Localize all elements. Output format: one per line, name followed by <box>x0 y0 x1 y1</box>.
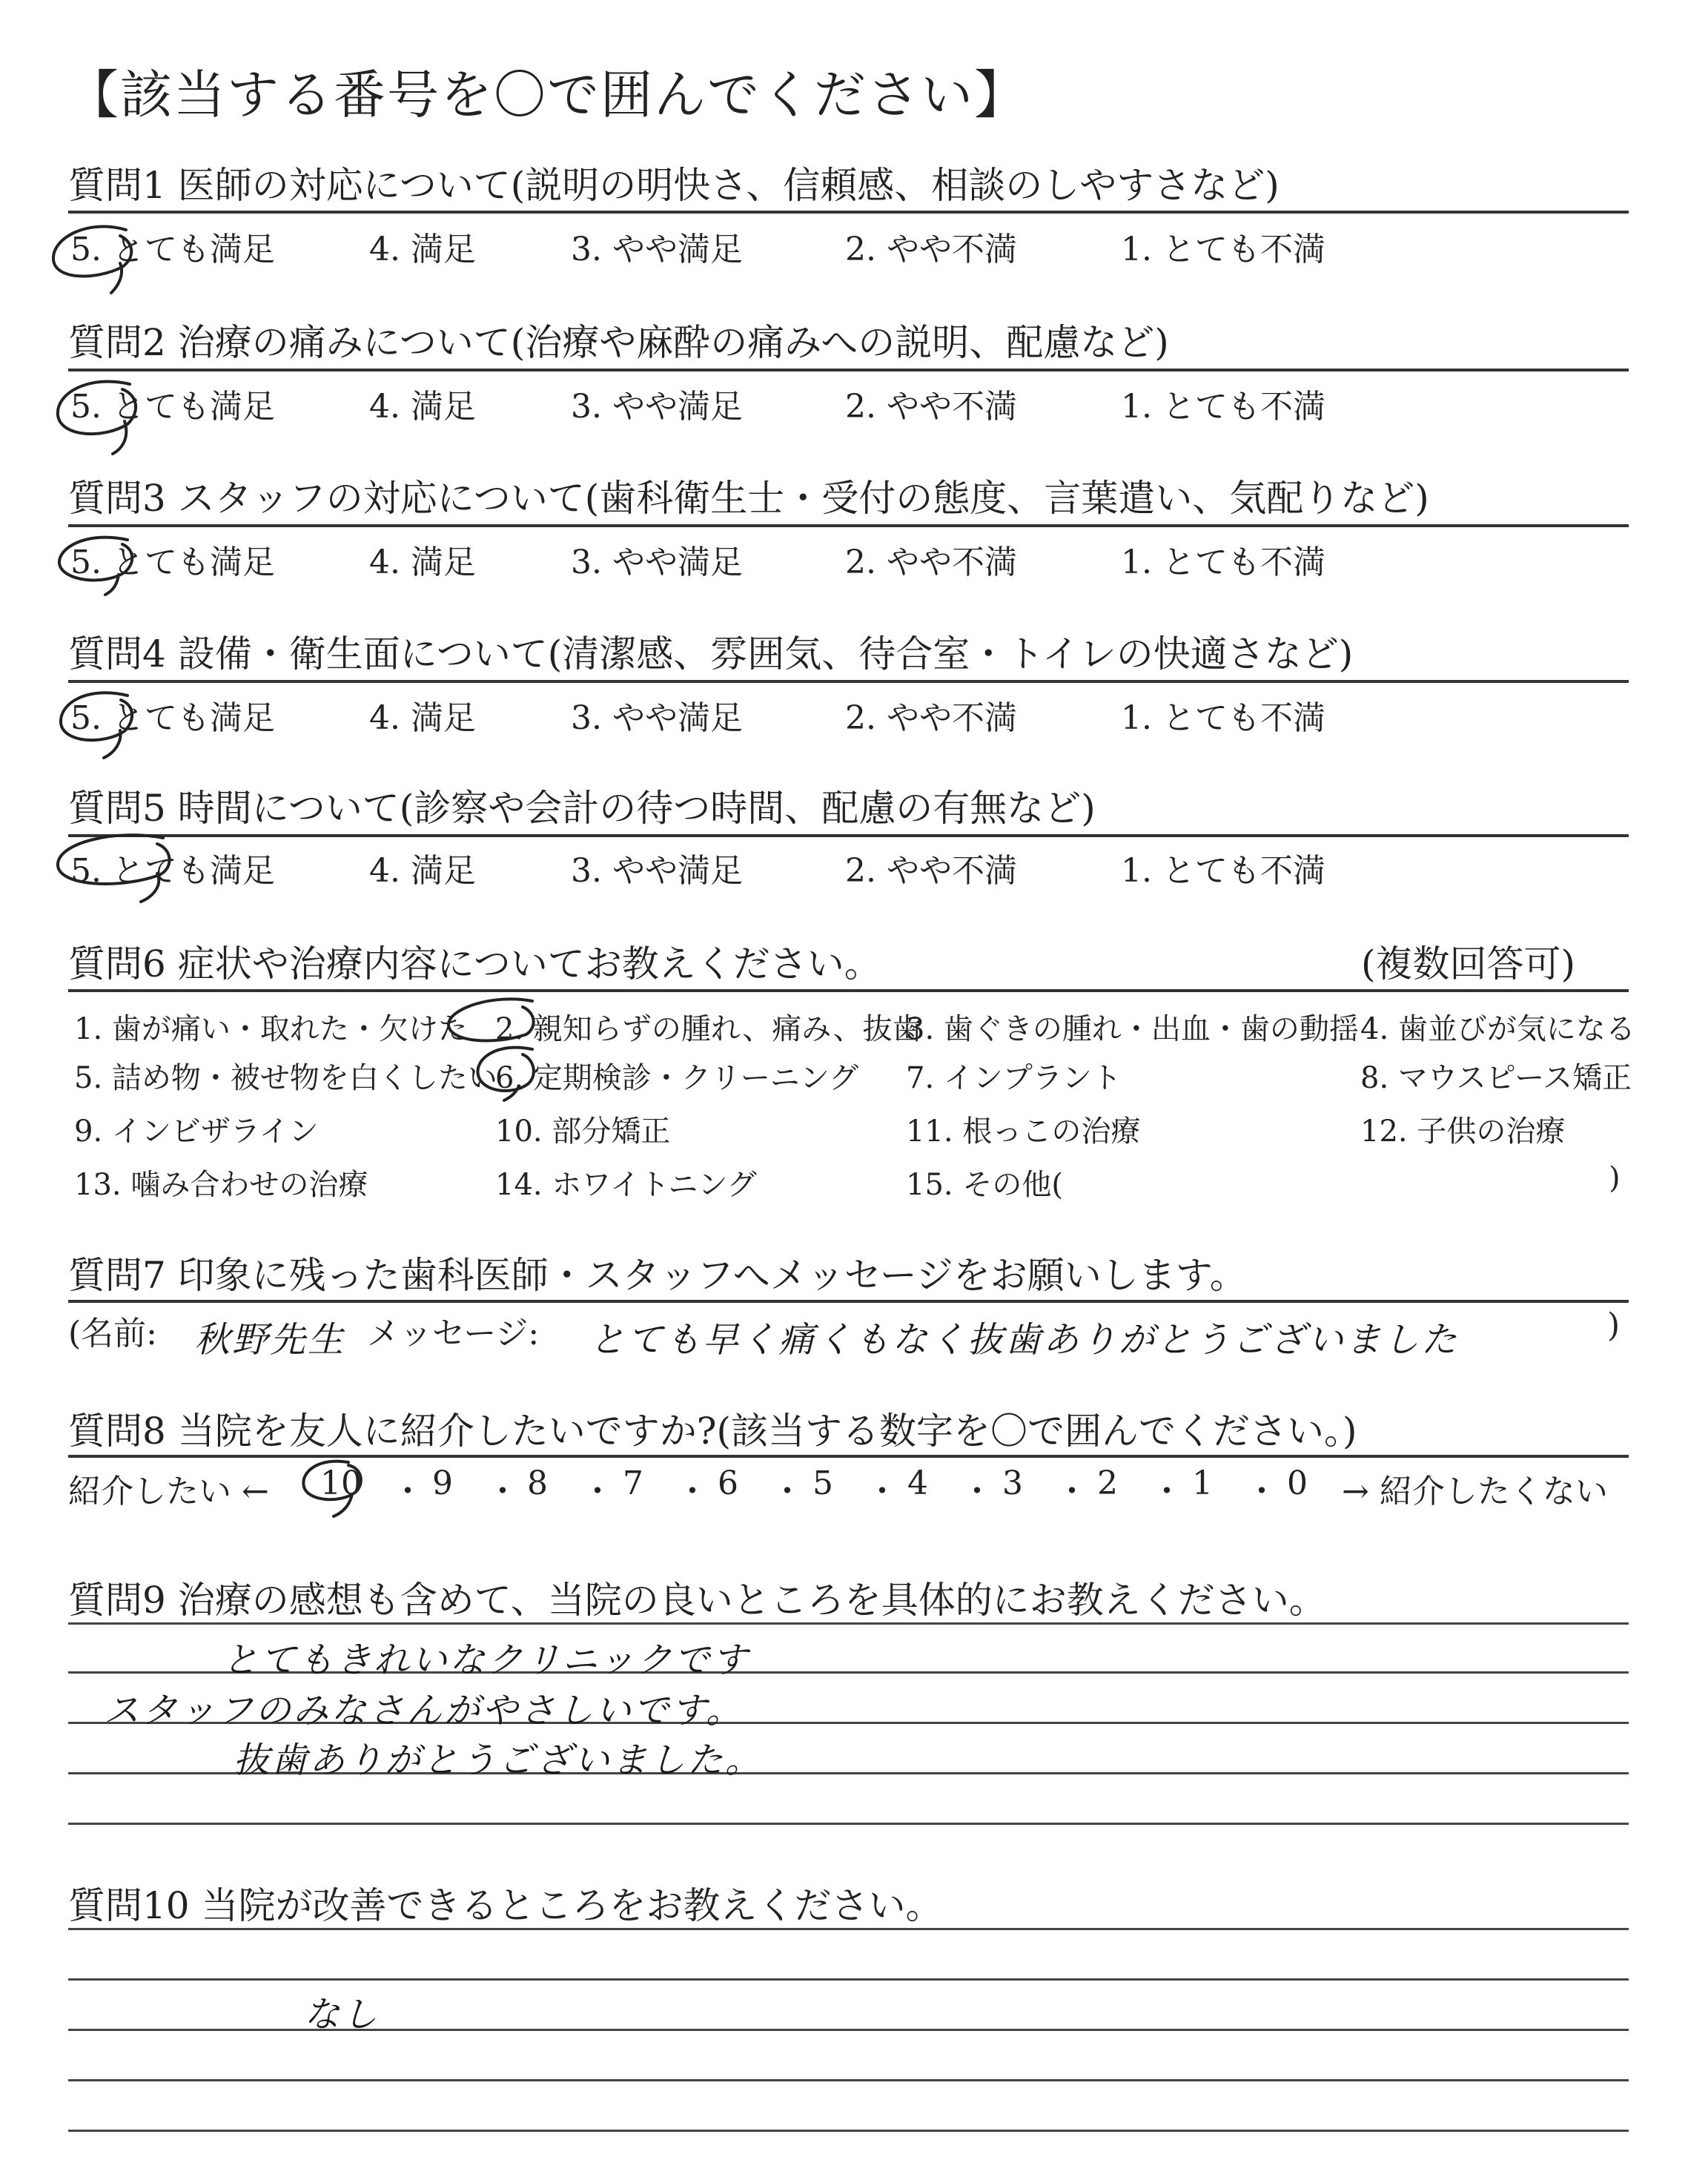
q4-option-5[interactable]: 5. とても満足 <box>70 699 275 737</box>
q5-option-2[interactable]: 2. やや不満 <box>845 852 1017 890</box>
q10-title: 質問10 当院が改善できるところをお教えください。 <box>68 1884 943 1927</box>
q1-option-3[interactable]: 3. やや満足 <box>571 231 743 268</box>
q6-option-2[interactable]: 2. 親知らずの腫れ、痛み、抜歯 <box>495 1012 922 1046</box>
q2-title: 質問2 治療の痛みについて(治療や麻酔の痛みへの説明、配慮など) <box>68 321 1169 364</box>
q8-dot: ・ <box>1245 1473 1278 1510</box>
q6-option-4[interactable]: 4. 歯並びが気になる <box>1360 1012 1635 1046</box>
q4-option-3[interactable]: 3. やや満足 <box>571 699 743 737</box>
q6-option-9[interactable]: 9. インビザライン <box>74 1114 319 1149</box>
q7-rule <box>68 1300 1629 1303</box>
q9-line <box>68 1622 1629 1625</box>
q3-title: 質問3 スタッフの対応について(歯科衛生士・受付の態度、言葉遣い、気配りなど) <box>68 477 1429 520</box>
q3-option-5[interactable]: 5. とても満足 <box>70 544 275 581</box>
q7-message-label: メッセージ: <box>367 1315 540 1353</box>
q6-option-7[interactable]: 7. インプラント <box>906 1061 1122 1095</box>
q8-left-label: 紹介したい ← <box>68 1473 269 1510</box>
q8-right-label: → 紹介したくない <box>1342 1473 1608 1510</box>
q8-score-7[interactable]: 7 <box>623 1464 643 1502</box>
q1-option-2[interactable]: 2. やや不満 <box>845 231 1017 268</box>
q6-option-14[interactable]: 14. ホワイトニング <box>495 1168 757 1202</box>
q8-dot: ・ <box>1056 1473 1088 1510</box>
q8-score-2[interactable]: 2 <box>1097 1464 1118 1502</box>
q8-score-5[interactable]: 5 <box>812 1464 833 1502</box>
q7-message-value[interactable]: とても早く痛くもなく抜歯ありがとうございました <box>589 1319 1460 1361</box>
q9-title: 質問9 治療の感想も含めて、当院の良いところを具体的にお教えください。 <box>68 1579 1326 1622</box>
q6-option-12[interactable]: 12. 子供の治療 <box>1360 1114 1566 1149</box>
q8-score-0[interactable]: 0 <box>1287 1464 1308 1502</box>
q5-option-4[interactable]: 4. 満足 <box>369 852 476 890</box>
q8-score-10[interactable]: 10 <box>320 1464 362 1502</box>
q5-option-5[interactable]: 5. とても満足 <box>70 852 275 890</box>
q3-rule <box>68 524 1629 527</box>
q6-option-10[interactable]: 10. 部分矯正 <box>495 1114 671 1149</box>
q2-option-1[interactable]: 1. とても不満 <box>1121 388 1325 426</box>
q3-option-4[interactable]: 4. 満足 <box>369 544 476 581</box>
q10-line <box>68 1978 1629 1981</box>
q8-dot: ・ <box>866 1473 898 1510</box>
q8-dot: ・ <box>676 1473 709 1510</box>
q5-option-1[interactable]: 1. とても不満 <box>1121 852 1325 890</box>
q2-option-2[interactable]: 2. やや不満 <box>845 388 1017 426</box>
q8-rule <box>68 1455 1629 1458</box>
q8-dot: ・ <box>771 1473 804 1510</box>
q3-option-2[interactable]: 2. やや不満 <box>845 544 1017 581</box>
q7-close-paren: ) <box>1607 1307 1621 1344</box>
q6-title: 質問6 症状や治療内容についてお教えください。 <box>68 942 881 985</box>
q6-option-15[interactable]: 15. その他( <box>906 1168 1063 1202</box>
q6-option-6[interactable]: 6. 定期検診・クリーニング <box>495 1061 859 1095</box>
q8-score-6[interactable]: 6 <box>718 1464 738 1502</box>
q1-title: 質問1 医師の対応について(説明の明快さ、信頼感、相談のしやすさなど) <box>68 164 1280 207</box>
q2-option-4[interactable]: 4. 満足 <box>369 388 476 426</box>
q6-option-3[interactable]: 3. 歯ぐきの腫れ・出血・歯の動揺 <box>906 1012 1359 1046</box>
q5-option-3[interactable]: 3. やや満足 <box>571 852 743 890</box>
q10-line <box>68 2130 1629 2132</box>
q6-option-11[interactable]: 11. 根っこの治療 <box>906 1114 1141 1149</box>
q4-option-2[interactable]: 2. やや不満 <box>845 699 1017 737</box>
page-heading: 【該当する番号を〇で囲んでください】 <box>67 65 1027 125</box>
q7-name-label: (名前: <box>68 1315 157 1353</box>
q1-option-5[interactable]: 5. とても満足 <box>70 231 275 268</box>
q5-title: 質問5 時間について(診察や会計の待つ時間、配慮の有無など) <box>68 787 1096 830</box>
q6-option-13[interactable]: 13. 噛み合わせの治療 <box>74 1168 368 1202</box>
q4-rule <box>68 680 1629 683</box>
q3-option-1[interactable]: 1. とても不満 <box>1121 544 1325 581</box>
q8-title: 質問8 当院を友人に紹介したいですか?(該当する数字を〇で囲んでください。) <box>68 1410 1357 1453</box>
q6-option-15-close: ) <box>1609 1161 1621 1195</box>
q8-score-9[interactable]: 9 <box>432 1464 453 1502</box>
q4-option-4[interactable]: 4. 満足 <box>369 699 476 737</box>
q8-score-3[interactable]: 3 <box>1002 1464 1023 1502</box>
q9-answer-line[interactable]: とてもきれいなクリニックです <box>222 1639 750 1681</box>
q10-line <box>68 2029 1629 2031</box>
q9-answer-line[interactable]: 抜歯ありがとうございました。 <box>234 1740 764 1781</box>
q8-dot: ・ <box>391 1473 424 1510</box>
q10-line <box>68 1928 1629 1930</box>
q6-option-1[interactable]: 1. 歯が痛い・取れた・欠けた <box>74 1012 468 1046</box>
q2-option-3[interactable]: 3. やや満足 <box>571 388 743 426</box>
q8-dot: ・ <box>486 1473 519 1510</box>
q6-option-5[interactable]: 5. 詰め物・被せ物を白くしたい <box>74 1061 497 1095</box>
q8-dot: ・ <box>1151 1473 1183 1510</box>
q6-option-8[interactable]: 8. マウスピース矯正 <box>1360 1061 1632 1095</box>
q4-option-1[interactable]: 1. とても不満 <box>1121 699 1325 737</box>
q8-dot: ・ <box>581 1473 614 1510</box>
q1-option-4[interactable]: 4. 満足 <box>369 231 476 268</box>
q4-title: 質問4 設備・衛生面について(清潔感、雰囲気、待合室・トイレの快適さなど) <box>68 633 1354 676</box>
q8-score-1[interactable]: 1 <box>1192 1464 1213 1502</box>
q3-option-3[interactable]: 3. やや満足 <box>571 544 743 581</box>
q8-score-8[interactable]: 8 <box>527 1464 548 1502</box>
q7-name-value[interactable]: 秋野先生 <box>194 1319 346 1361</box>
q8-dot: ・ <box>961 1473 993 1510</box>
q9-answer-line[interactable]: スタッフのみなさんがやさしいです。 <box>104 1690 744 1731</box>
q2-option-5[interactable]: 5. とても満足 <box>70 388 275 426</box>
q8-score-4[interactable]: 4 <box>907 1464 928 1502</box>
q7-title: 質問7 印象に残った歯科医師・スタッフへメッセージをお願いします。 <box>68 1254 1247 1297</box>
q10-line <box>68 2079 1629 2081</box>
q1-option-1[interactable]: 1. とても不満 <box>1121 231 1325 268</box>
q9-line <box>68 1823 1629 1825</box>
q5-rule <box>68 834 1629 837</box>
q10-answer[interactable]: なし <box>304 1994 380 2035</box>
q2-rule <box>68 369 1629 371</box>
q6-rule <box>68 989 1629 992</box>
q1-rule <box>68 211 1629 214</box>
q6-note: (複数回答可) <box>1361 942 1576 985</box>
